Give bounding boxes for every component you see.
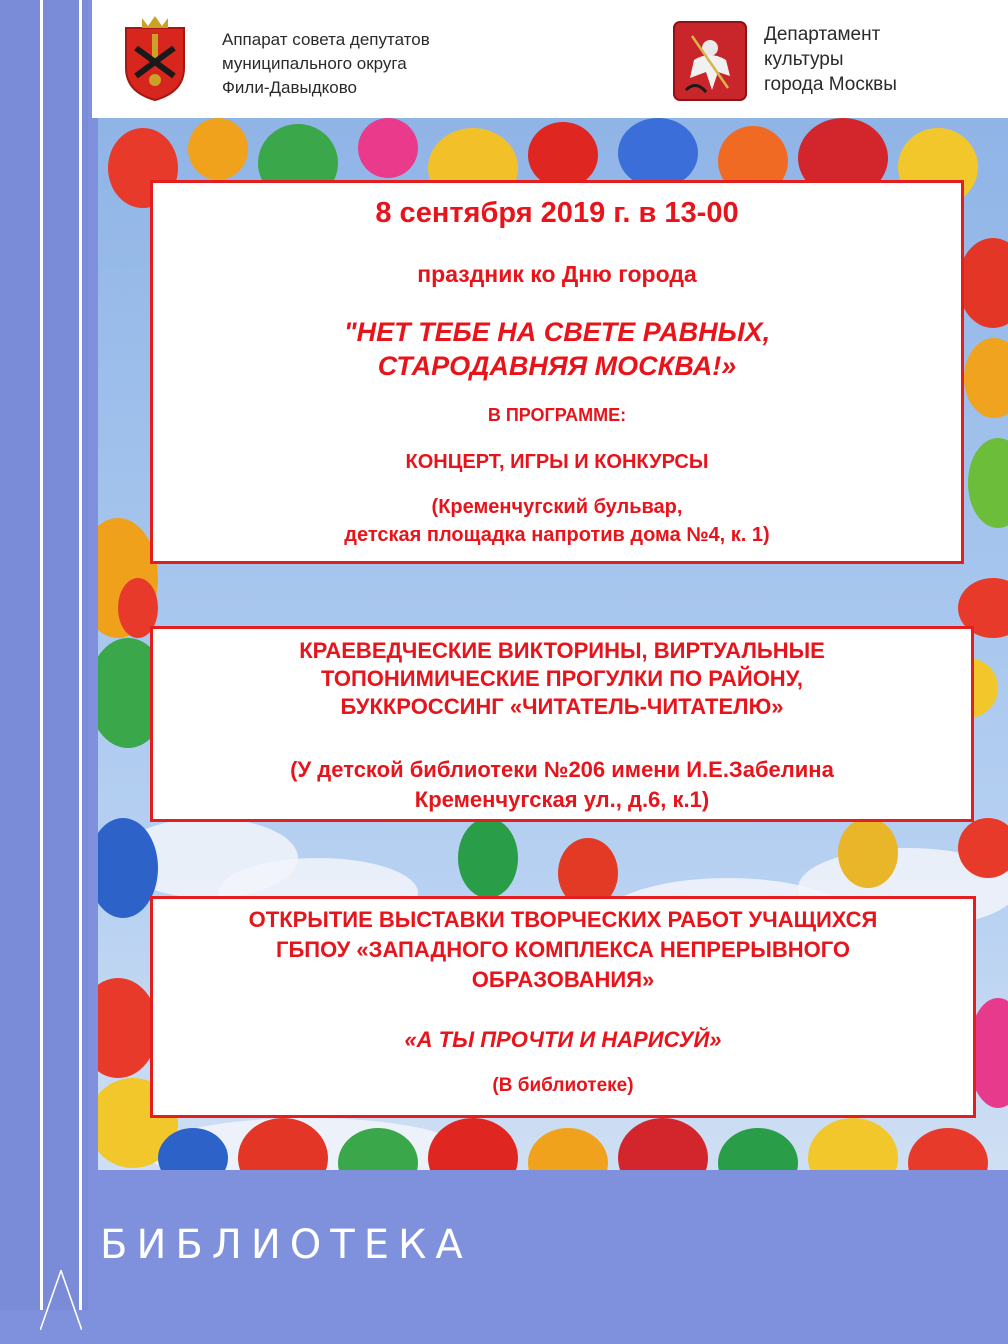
district-council-line: Фили-Давыдково [222, 78, 358, 97]
bookmark-ribbon [0, 0, 88, 1310]
balloon [968, 438, 1008, 528]
event-main-card [150, 180, 964, 564]
event-title-line: "НЕТ ТЕБЕ НА СВЕТЕ РАВНЫХ, [343, 317, 771, 347]
quiz-address-line: (У детской библиотеки №206 имени И.Е.Забелина [290, 757, 834, 782]
exhibition-title-line: ОТКРЫТИЕ ВЫСТАВКИ ТВОРЧЕСКИХ РАБОТ УЧАЩИХСЯ [248, 907, 878, 932]
district-council-name [222, 28, 542, 100]
event-address-line: детская площадка напротив дома №4, к. 1) [344, 524, 770, 546]
exhibition-card [150, 896, 976, 1118]
quiz-title-line: ТОПОНИМИЧЕСКИЕ ПРОГУЛКИ ПО РАЙОНУ, [320, 666, 804, 691]
district-council-line: муниципального округа [222, 54, 407, 73]
balloon [358, 118, 418, 178]
program-label: В ПРОГРАММЕ: [487, 405, 627, 425]
culture-department-line: Департамент [764, 24, 881, 45]
event-address-line: (Кременчугский бульвар, [431, 496, 683, 518]
culture-department-line: культуры [764, 49, 844, 70]
quiz-title-line: БУККРОССИНГ «ЧИТАТЕЛЬ-ЧИТАТЕЛЮ» [340, 694, 784, 719]
library-brand: БИБЛИОТЕКА [100, 1222, 472, 1268]
quiz-card [150, 626, 974, 822]
balloon [838, 818, 898, 888]
ribbon-notch [40, 1270, 82, 1330]
quiz-address [153, 755, 971, 815]
ribbon-stripe [40, 0, 82, 1310]
quiz-title [153, 637, 971, 721]
culture-department-name [764, 22, 1004, 97]
event-date: 8 сентября 2019 г. в 13-00 [375, 197, 739, 229]
event-address [153, 493, 961, 549]
exhibition-subtitle: «А ТЫ ПРОЧТИ И НАРИСУЙ» [404, 1027, 722, 1052]
program-items: КОНЦЕРТ, ИГРЫ И КОНКУРСЫ [405, 451, 709, 473]
quiz-address-line: Кременчугская ул., д.6, к.1) [414, 787, 710, 812]
header [92, 0, 1008, 118]
event-name: праздник ко Дню города [417, 261, 697, 287]
balloon [188, 118, 248, 180]
exhibition-title [153, 905, 973, 995]
exhibition-title-line: ГБПОУ «ЗАПАДНОГО КОМПЛЕКСА НЕПРЕРЫВНОГО [275, 937, 851, 962]
balloon [98, 978, 158, 1078]
balloon [618, 118, 698, 188]
exhibition-title-line: ОБРАЗОВАНИЯ» [471, 967, 655, 992]
balloon [908, 1128, 988, 1170]
balloon [428, 1118, 518, 1170]
exhibition-location: (В библиотеке) [492, 1075, 634, 1096]
quiz-title-line: КРАЕВЕДЧЕСКИЕ ВИКТОРИНЫ, ВИРТУАЛЬНЫЕ [299, 638, 825, 663]
event-title [153, 315, 961, 383]
balloon [528, 1128, 608, 1170]
balloon [958, 238, 1008, 328]
moscow-coat-of-arms-icon [672, 20, 748, 102]
balloon [528, 122, 598, 188]
balloon [718, 1128, 798, 1170]
balloon [458, 818, 518, 898]
culture-department-line: города Москвы [764, 74, 897, 95]
event-title-line: СТАРОДАВНЯЯ МОСКВА!» [377, 351, 737, 381]
balloon [964, 338, 1008, 418]
balloon [618, 1118, 708, 1170]
district-council-line: Аппарат совета депутатов [222, 30, 430, 49]
district-coat-of-arms-icon [122, 14, 188, 102]
balloon [808, 1118, 898, 1170]
